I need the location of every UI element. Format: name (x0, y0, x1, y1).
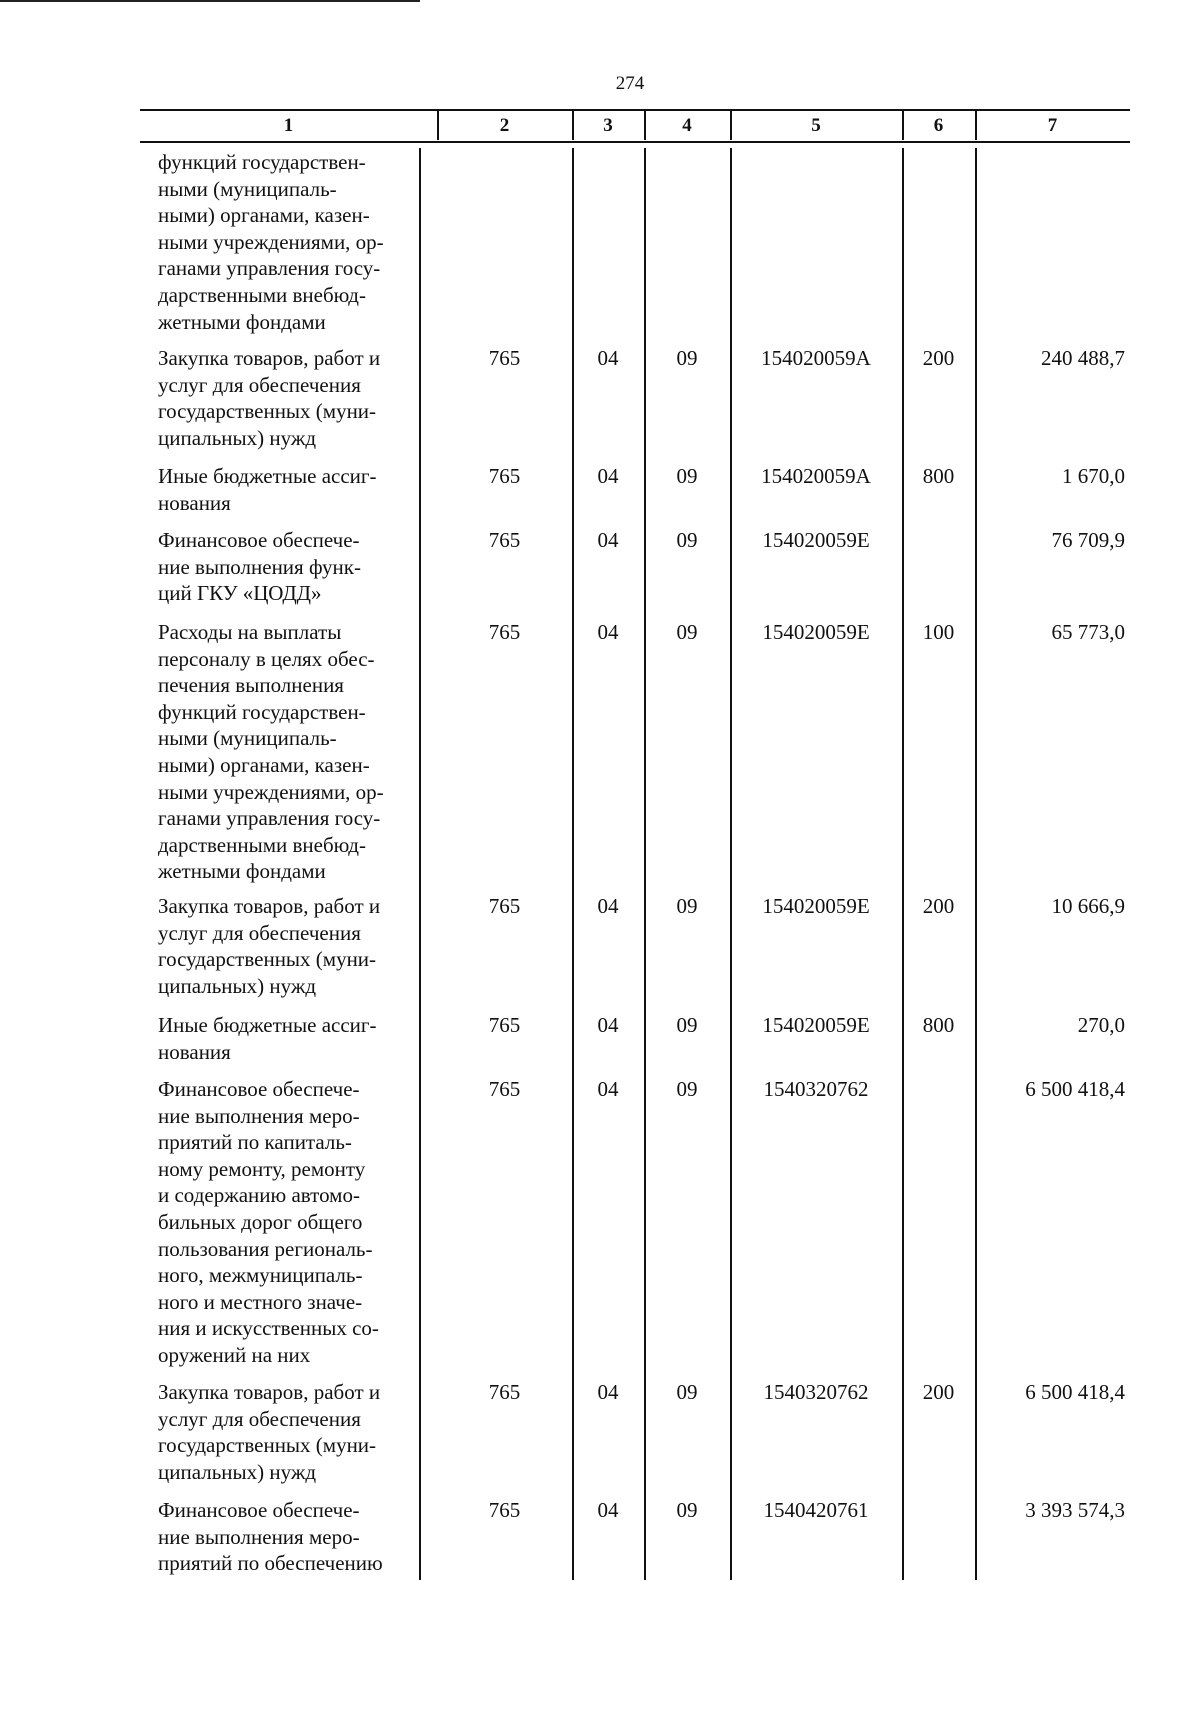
cell-col-5: 1540320762 (763, 1380, 869, 1404)
cell-col-5: 154020059А (761, 346, 871, 370)
cell-col-4: 09 (676, 1380, 698, 1404)
header-col-3: 3 (603, 115, 613, 136)
cell-col-7: 270,0 (1077, 1013, 1125, 1037)
cell-col-5: 154020059Е (762, 1013, 870, 1037)
cell-col-6: 800 (922, 1013, 955, 1037)
cell-col-7: 6 500 418,4 (1025, 1077, 1125, 1101)
header-col-5: 5 (811, 115, 821, 136)
cell-col-7: 1 670,0 (1062, 464, 1125, 488)
cell-col-3: 04 (597, 528, 619, 552)
cell-col-2: 765 (488, 1077, 521, 1101)
cell-col-4: 09 (676, 1498, 698, 1522)
cell-col-3: 04 (597, 346, 619, 370)
cell-col-5: 154020059Е (762, 894, 870, 918)
cell-col-3: 04 (597, 1077, 619, 1101)
cell-col-2: 765 (488, 464, 521, 488)
cell-col-3: 04 (597, 1013, 619, 1037)
cell-col-2: 765 (488, 1380, 521, 1404)
row-description: Закупка товаров, работ и услуг для обеспечения государственных (муни- ципальных) нужд (158, 894, 381, 998)
header-col-4: 4 (682, 115, 692, 136)
row-description: Закупка товаров, работ и услуг для обеспечения государственных (муни- ципальных) нужд (158, 1380, 381, 1484)
row-description: Финансовое обеспече- ние выполнения функ- ций ГКУ «ЦОДД» (158, 528, 361, 606)
table-top-rule (140, 109, 1130, 111)
cell-col-4: 09 (676, 1013, 698, 1037)
cell-col-7: 240 488,7 (1041, 346, 1125, 370)
cell-col-5: 154020059Е (762, 528, 870, 552)
row-description: Иные бюджетные ассиг- нования (158, 1013, 377, 1064)
row-description: функций государствен- ными (муниципаль- ными) органами, казен- ными учреждениями, ор- ганами управления госу- дарственными внебюд- жетными фондами (158, 150, 384, 334)
cell-col-3: 04 (597, 1498, 619, 1522)
cell-col-2: 765 (488, 894, 521, 918)
cell-col-4: 09 (676, 464, 698, 488)
cell-col-2: 765 (488, 1498, 521, 1522)
header-col-6: 6 (933, 115, 944, 136)
cell-col-4: 09 (676, 620, 698, 644)
header-col-7: 7 (1047, 115, 1058, 136)
page-number: 274 (615, 73, 645, 94)
cell-col-2: 765 (488, 620, 521, 644)
cell-col-4: 09 (676, 894, 698, 918)
cell-col-3: 04 (597, 1380, 619, 1404)
cell-col-4: 09 (676, 346, 698, 370)
cell-col-3: 04 (597, 620, 619, 644)
row-description: Расходы на выплаты персоналу в целях обес- печения выполнения функций государствен- ными (муниципаль- ными) органами, казен- ными учреждениями, ор- ганами управления госу- дарственными внебюд- жетными фондами (158, 620, 384, 884)
cell-col-6: 200 (922, 1380, 955, 1404)
header-col-2: 2 (499, 115, 510, 136)
cell-col-5: 154020059А (761, 464, 871, 488)
table-header-rule (140, 141, 1130, 143)
cell-col-7: 76 709,9 (1051, 528, 1125, 552)
cell-col-7: 3 393 574,3 (1025, 1498, 1125, 1522)
cell-col-2: 765 (488, 346, 521, 370)
cell-col-6: 800 (922, 464, 955, 488)
cell-col-5: 154020059Е (762, 620, 870, 644)
cell-col-7: 6 500 418,4 (1025, 1380, 1125, 1404)
cell-col-6: 200 (922, 346, 955, 370)
cell-col-7: 10 666,9 (1051, 894, 1125, 918)
cell-col-2: 765 (488, 528, 521, 552)
row-description: Финансовое обеспече- ние выполнения меро- приятий по капиталь- ному ремонту, ремонту и содержанию автомо- бильных дорог общего пользования региональ- ного, межмуниципаль- ного и местного значе- ния и искусственных со- оружений на них (158, 1077, 379, 1367)
row-description: Финансовое обеспече- ние выполнения меро- приятий по обеспечению (158, 1498, 383, 1576)
cell-col-2: 765 (488, 1013, 521, 1037)
cell-col-5: 1540320762 (763, 1077, 869, 1101)
cell-col-6: 200 (922, 894, 955, 918)
row-description: Закупка товаров, работ и услуг для обеспечения государственных (муни- ципальных) нужд (158, 346, 381, 450)
cell-col-3: 04 (597, 464, 619, 488)
row-description: Иные бюджетные ассиг- нования (158, 464, 377, 515)
header-col-1: 1 (283, 115, 294, 136)
cell-col-3: 04 (597, 894, 619, 918)
cell-col-4: 09 (676, 1077, 698, 1101)
cell-col-6: 100 (922, 620, 955, 644)
cell-col-5: 1540420761 (763, 1498, 869, 1522)
cell-col-4: 09 (676, 528, 698, 552)
scan-edge-line (0, 0, 420, 2)
cell-col-7: 65 773,0 (1051, 620, 1125, 644)
